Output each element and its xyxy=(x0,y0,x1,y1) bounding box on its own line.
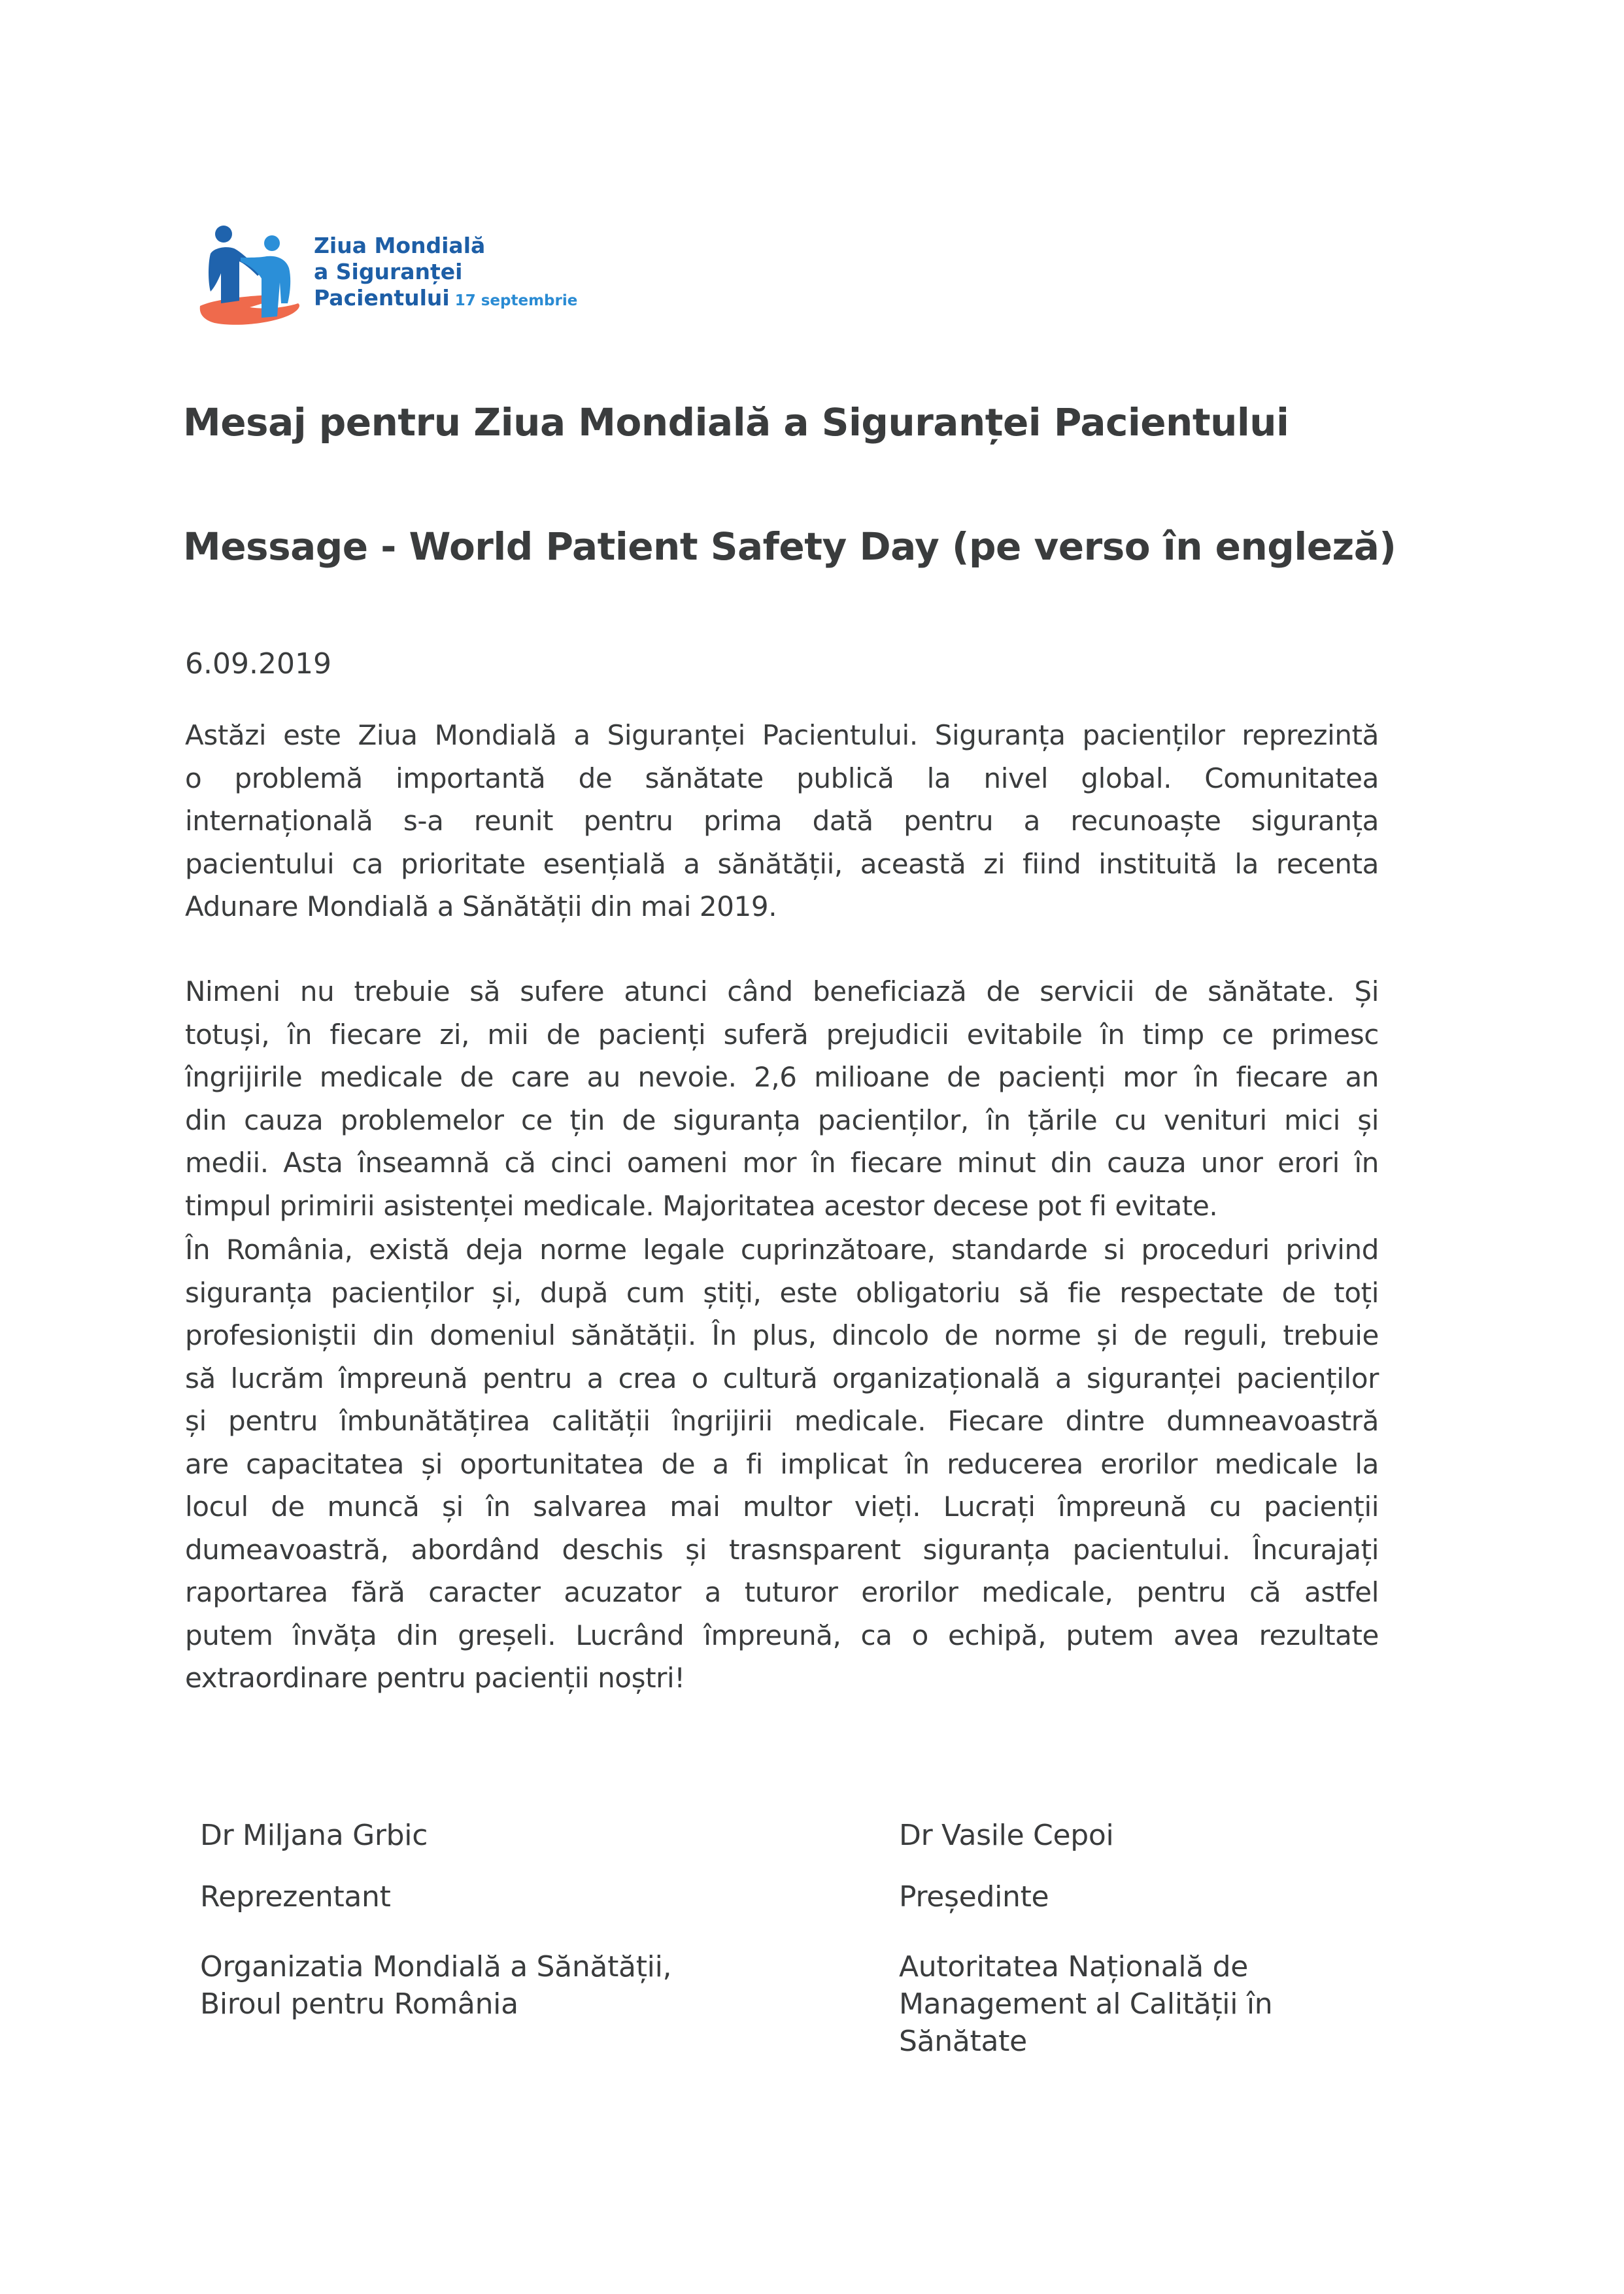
logo-line-3-text: Pacientului xyxy=(314,285,450,311)
paragraph-line: profesioniștii din domeniul sănătății. În plus, dincolo de norme și de reguli, trebuie xyxy=(185,1319,1379,1351)
organization-line: Management al Calității în xyxy=(899,1987,1273,2021)
paragraph-line: Nimeni nu trebuie să sufere atunci când beneficiază de servicii de sănătate. Și xyxy=(185,975,1379,1007)
logo-date: 17 septembrie xyxy=(454,292,578,309)
paragraph-line: timpul primirii asistenței medicale. Majoritatea acestor decese pot fi evitate. xyxy=(185,1189,1218,1222)
paragraph-line: Adunare Mondială a Sănătății din mai 2019. xyxy=(185,890,777,922)
paragraph-line: putem învăța din greșeli. Lucrând împreună, ca o echipă, putem avea rezultate xyxy=(185,1619,1379,1651)
paragraph-3 xyxy=(185,1228,1379,1700)
letter-date: 6.09.2019 xyxy=(185,647,331,681)
title-romanian: Mesaj pentru Ziua Mondială a Siguranței Pacientului xyxy=(183,400,1289,445)
paragraph-line: locul de muncă și în salvarea mai multor vieți. Lucrați împreună cu pacienții xyxy=(185,1491,1379,1523)
paragraph-line: În România, există deja norme legale cuprinzătoare, standarde si proceduri privind xyxy=(185,1234,1379,1266)
logo-line-2: a Siguranței xyxy=(314,259,463,284)
paragraph-line: internațională s-a reunit pentru prima dată pentru a recunoaște siguranța xyxy=(185,805,1379,837)
paragraph-line: și pentru îmbunătățirea calității îngrijirii medicale. Fiecare dintre dumneavoastră xyxy=(185,1405,1379,1437)
signatory-organization xyxy=(899,1948,1272,2060)
title-english: Message - World Patient Safety Day (pe verso în engleză) xyxy=(183,524,1396,569)
signatory-role: Președinte xyxy=(899,1880,1049,1914)
logo-wordmark xyxy=(314,233,577,314)
paragraph-line: dumeavoastră, abordând deschis și trasnsparent siguranța pacientului. Încurajați xyxy=(185,1533,1379,1566)
organization-line: Sănătate xyxy=(899,2025,1027,2058)
logo-line-3 xyxy=(314,285,577,314)
organization-line: Organizatia Mondială a Sănătății, xyxy=(200,1950,672,1983)
world-patient-safety-day-logo xyxy=(195,220,613,331)
paragraph-line: îngrijirile medicale de care au nevoie. 2,6 milioane de pacienți mor în fiecare an xyxy=(185,1061,1379,1093)
signatory-name: Dr Vasile Cepoi xyxy=(899,1819,1114,1852)
paragraph-line: raportarea fără caracter acuzator a tuturor erorilor medicale, pentru că astfel xyxy=(185,1576,1379,1608)
signatory-name: Dr Miljana Grbic xyxy=(200,1819,428,1852)
paragraph-1 xyxy=(185,714,1379,928)
paragraph-line: pacientului ca prioritate esențială a sănătății, această zi fiind instituită la recenta xyxy=(185,847,1379,880)
organization-line: Autoritatea Națională de xyxy=(899,1950,1249,1983)
signatory-organization xyxy=(200,1948,671,2023)
signatory-role: Reprezentant xyxy=(200,1880,391,1914)
paragraph-line: o problemă importantă de sănătate publică la nivel global. Comunitatea xyxy=(185,762,1379,794)
two-people-supporting-hand-icon xyxy=(195,220,306,331)
paragraph-line: medii. Asta înseamnă că cinci oameni mor în fiecare minut din cauza unor erori în xyxy=(185,1147,1379,1179)
logo-line-1: Ziua Mondială xyxy=(314,233,486,258)
paragraph-line: din cauza problemelor ce țin de siguranța pacienților, în țările cu venituri mici și xyxy=(185,1104,1379,1136)
paragraph-line: totuși, în fiecare zi, mii de pacienți suferă prejudicii evitabile în timp ce primesc xyxy=(185,1018,1379,1051)
paragraph-line: să lucrăm împreună pentru a crea o cultură organizațională a siguranței pacienților xyxy=(185,1362,1379,1394)
paragraph-2 xyxy=(185,970,1379,1227)
paragraph-line: Astăzi este Ziua Mondială a Siguranței Pacientului. Siguranța pacienților reprezintă xyxy=(185,719,1379,751)
paragraph-line: siguranța pacienților și, după cum știți, este obligatoriu să fie respectate de toți xyxy=(185,1276,1379,1309)
paragraph-line: extraordinare pentru pacienții noștri! xyxy=(185,1662,685,1694)
paragraph-line: are capacitatea și oportunitatea de a fi implicat în reducerea erorilor medicale la xyxy=(185,1447,1379,1480)
organization-line: Biroul pentru România xyxy=(200,1987,518,2021)
